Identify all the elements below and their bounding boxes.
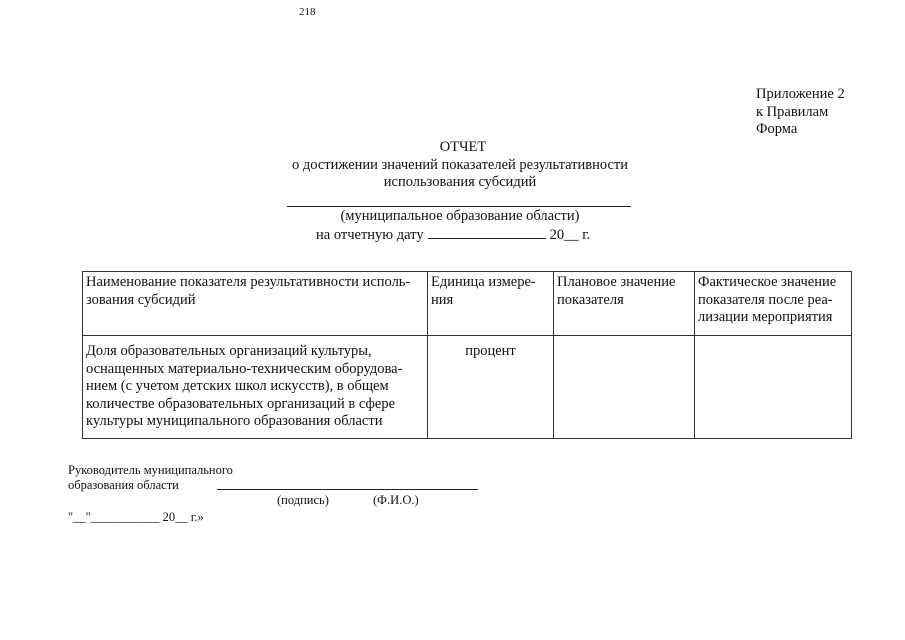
name-caption: (Ф.И.О.) bbox=[373, 493, 419, 507]
signature-caption: (подпись) bbox=[277, 493, 329, 507]
header-planned-value: Плановое значение показателя bbox=[554, 272, 695, 336]
signature-date-line: "__"___________ 20__ г.» bbox=[68, 510, 204, 524]
municipality-fill-line bbox=[287, 206, 631, 207]
report-date-year-prefix: 20 bbox=[549, 227, 565, 243]
report-date-prefix: на отчетную дату bbox=[316, 227, 424, 243]
table-header-row bbox=[83, 272, 852, 336]
header-unit: Единица измере-ния bbox=[428, 272, 554, 336]
signature-block bbox=[68, 463, 233, 493]
report-date-year-blank: __ bbox=[564, 227, 579, 243]
indicators-table bbox=[82, 271, 852, 439]
annex-line-1: Приложение 2 bbox=[756, 86, 845, 102]
municipality-caption: (муниципальное образование области) bbox=[340, 208, 580, 224]
report-date-year-suffix: г. bbox=[582, 227, 591, 243]
report-date-blank bbox=[428, 226, 546, 239]
table-row bbox=[83, 336, 852, 439]
signature-title-line-1: Руководитель муниципального bbox=[68, 463, 233, 477]
header-actual-value: Фактическое значение показателя после реа-лизации мероприятия bbox=[695, 272, 852, 336]
cell-unit: процент bbox=[428, 336, 554, 439]
cell-indicator-name: Доля образовательных организаций культуры, оснащенных материально-техническим оборудова-нием (с учетом детских школ искусств), в общем количестве образовательных организаций в сфере культуры муниципального образования области bbox=[83, 336, 428, 439]
cell-actual-value bbox=[695, 336, 852, 439]
report-title: ОТЧЕТ bbox=[439, 139, 487, 155]
annex-line-2: к Правилам bbox=[756, 103, 829, 120]
report-subtitle-line-2: использования субсидий bbox=[383, 174, 537, 190]
signature-fill-line bbox=[217, 489, 478, 490]
signature-title-line-2: образования области bbox=[68, 478, 179, 492]
report-date-line bbox=[316, 226, 590, 244]
page-number: 218 bbox=[299, 6, 316, 18]
annex-header bbox=[756, 86, 845, 139]
cell-planned-value bbox=[554, 336, 695, 439]
annex-line-3: Форма bbox=[756, 121, 798, 137]
header-indicator-name: Наименование показателя результативности исполь-зования субсидий bbox=[83, 272, 428, 336]
report-subtitle-line-1: о достижении значений показателей результативности bbox=[291, 157, 629, 173]
